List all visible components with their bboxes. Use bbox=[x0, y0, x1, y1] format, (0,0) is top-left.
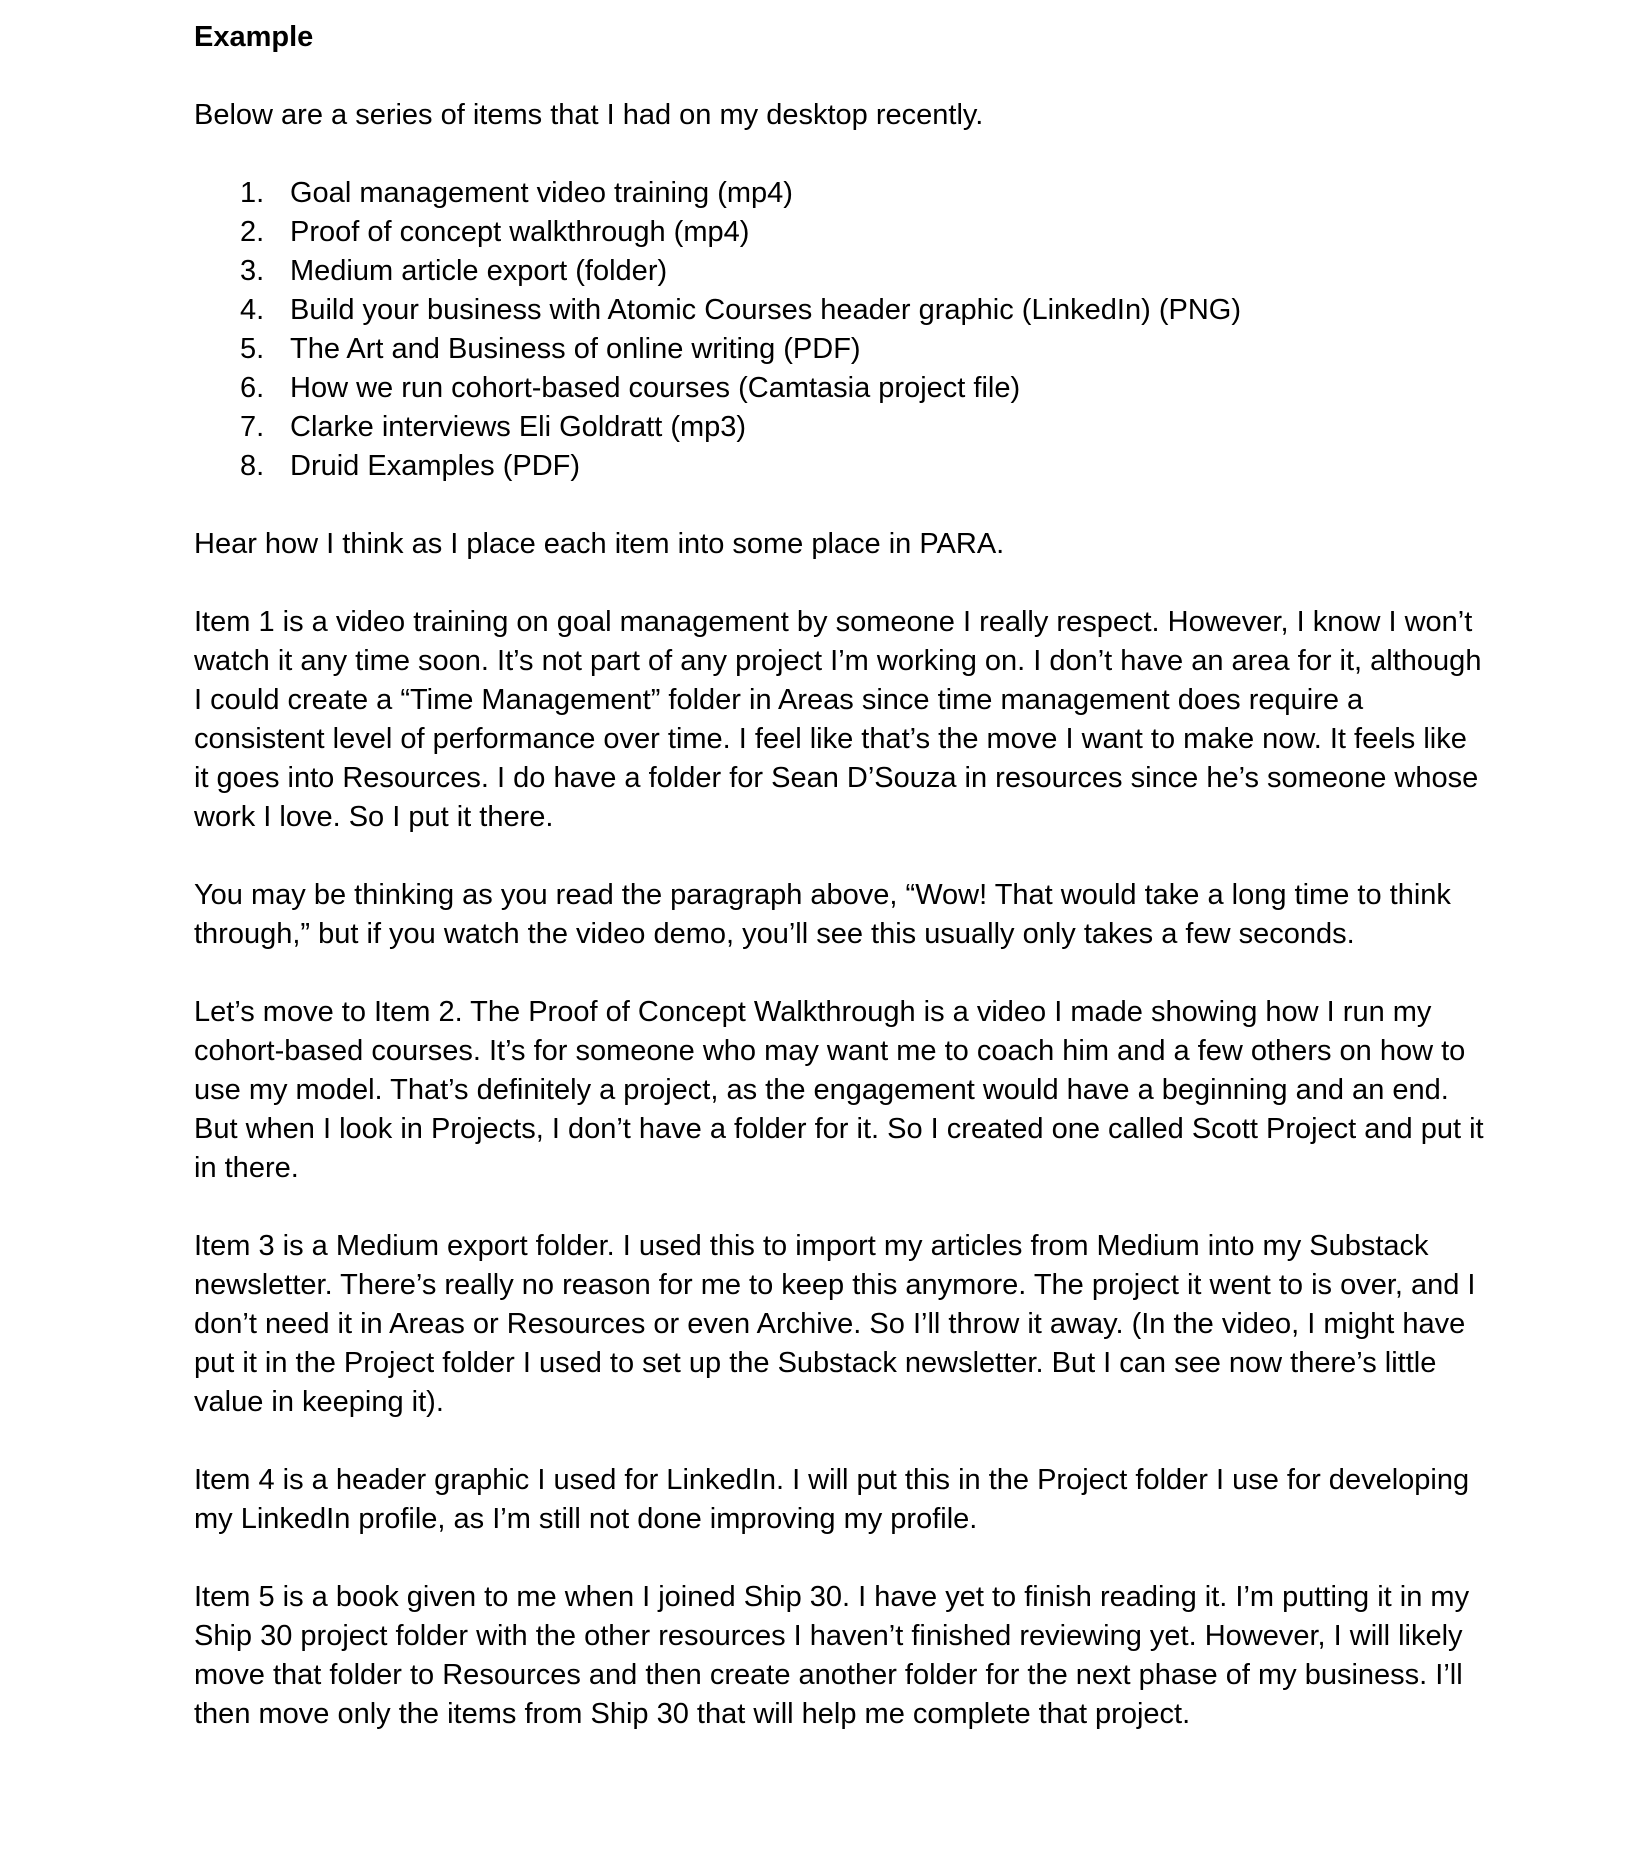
para-item-1: Item 1 is a video training on goal management by someone I really respect. However, I know I won’t watch it any time soon. It’s not part of any project I’m working on. I don’t have an area for it, although I could create a “Time Management” folder in Areas since time management does require a consistent level of performance over time. I feel like that’s the move I want to make now. It feels like it goes into Resources. I do have a folder for Sean D’Souza in resources since he’s someone whose work I love. So I put it there. bbox=[194, 606, 1482, 833]
list-item-number: 5. bbox=[240, 333, 265, 365]
list-item-text: Goal management video training (mp4) bbox=[290, 177, 793, 209]
list-item-number: 4. bbox=[240, 294, 265, 326]
intro-paragraph: Below are a series of items that I had on my desktop recently. bbox=[194, 99, 984, 131]
para-thinking: You may be thinking as you read the paragraph above, “Wow! That would take a long time to think through,” but if you watch the video demo, you’ll see this usually only takes a few seconds. bbox=[194, 879, 1451, 950]
list-item bbox=[194, 252, 1484, 291]
list-item-number: 2. bbox=[240, 216, 265, 248]
list-item-text: Druid Examples (PDF) bbox=[290, 450, 581, 482]
list-item bbox=[194, 408, 1484, 447]
para-item-2: Let’s move to Item 2. The Proof of Concept Walkthrough is a video I made showing how I run my cohort-based courses. It’s for someone who may want me to coach him and a few others on how to use my model. That’s definitely a project, as the engagement would have a beginning and an end. But when I look in Projects, I don’t have a folder for it. So I created one called Scott Project and put it in there. bbox=[194, 996, 1484, 1184]
para-item-3: Item 3 is a Medium export folder. I used this to import my articles from Medium into my Substack newsletter. There’s really no reason for me to keep this anymore. The project it went to is over, and I don’t need it in Areas or Resources or even Archive. So I’ll throw it away. (In the video, I might have put it in the Project folder I used to set up the Substack newsletter. But I can see now there’s little value in keeping it). bbox=[194, 1230, 1476, 1418]
list-item-text: The Art and Business of online writing (PDF) bbox=[290, 333, 861, 365]
para-item-5: Item 5 is a book given to me when I joined Ship 30. I have yet to finish reading it. I’m putting it in my Ship 30 project folder with the other resources I haven’t finished reviewing yet. However, I will likely move that folder to Resources and then create another folder for the next phase of my business. I’ll then move only the items from Ship 30 that will help me complete that project. bbox=[194, 1581, 1470, 1730]
list-item-text: Proof of concept walkthrough (mp4) bbox=[290, 216, 750, 248]
list-item-number: 3. bbox=[240, 255, 265, 287]
list-item-number: 7. bbox=[240, 411, 265, 443]
list-item bbox=[194, 330, 1484, 369]
list-item-number: 1. bbox=[240, 177, 265, 209]
list-item bbox=[194, 447, 1484, 486]
list-item bbox=[194, 369, 1484, 408]
list-item bbox=[194, 291, 1484, 330]
document-body bbox=[194, 18, 1484, 1734]
list-item-text: Build your business with Atomic Courses header graphic (LinkedIn) (PNG) bbox=[290, 294, 1241, 326]
list-item-number: 6. bbox=[240, 372, 265, 404]
list-item bbox=[194, 213, 1484, 252]
list-item-text: How we run cohort-based courses (Camtasia project file) bbox=[290, 372, 1021, 404]
list-item-number: 8. bbox=[240, 450, 265, 482]
list-item-text: Clarke interviews Eli Goldratt (mp3) bbox=[290, 411, 747, 443]
section-heading: Example bbox=[194, 21, 314, 53]
list-item bbox=[194, 174, 1484, 213]
para-hear-how: Hear how I think as I place each item into some place in PARA. bbox=[194, 528, 1005, 560]
desktop-items-list bbox=[194, 174, 1484, 486]
para-item-4: Item 4 is a header graphic I used for LinkedIn. I will put this in the Project folder I use for developing my LinkedIn profile, as I’m still not done improving my profile. bbox=[194, 1464, 1470, 1535]
list-item-text: Medium article export (folder) bbox=[290, 255, 668, 287]
